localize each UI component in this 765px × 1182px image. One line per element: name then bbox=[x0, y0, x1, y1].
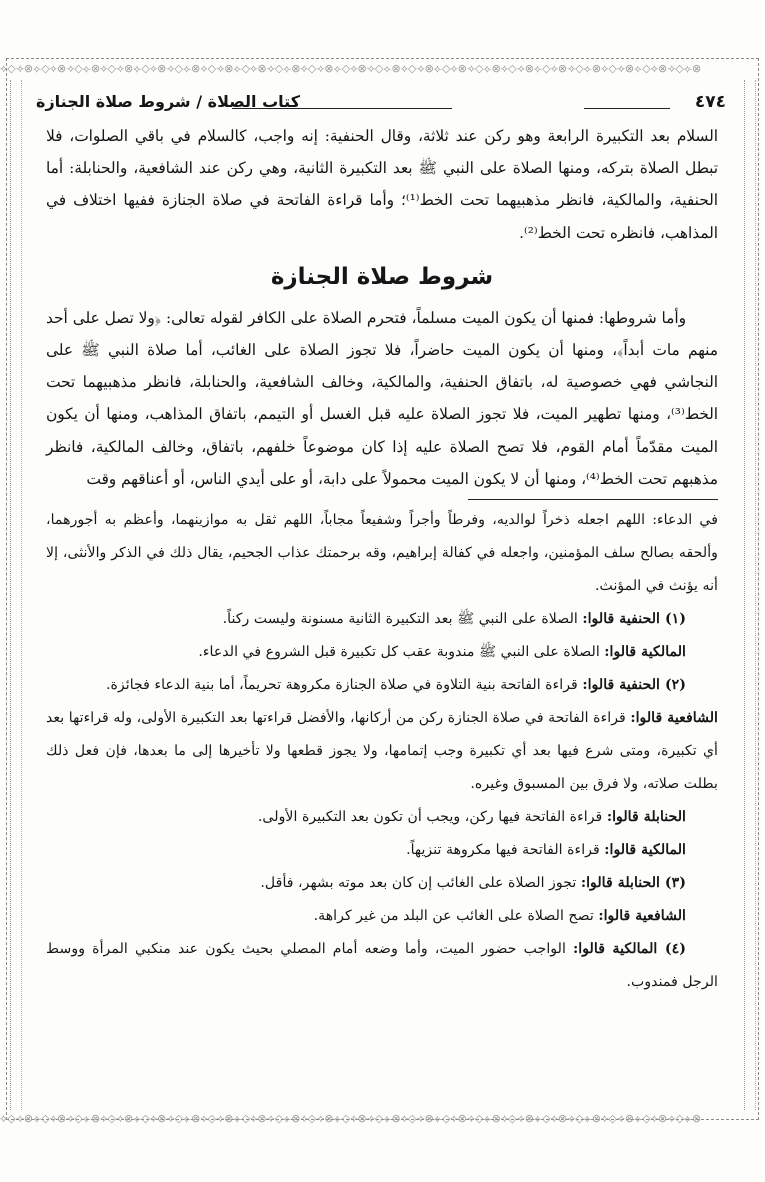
footnote-3-shafii bbox=[46, 900, 718, 933]
footnote-divider bbox=[468, 499, 718, 500]
footnote-label: (٣) الحنابلة قالوا: bbox=[580, 875, 686, 892]
bottom-ornament: ⟡◇⟢⊗⟣◇⟡⊗⟢◇⟣⊗⟡◇⟢⊗⟣◇⟡⊗⟢◇⟣⊗⟡◇⟢⊗⟣◇⟡⊗⟢◇⟣⊗⟡◇⟢⊗⟣◇⟡⊗⟢◇⟣⊗⟡◇⟢⊗⟣◇⟡⊗⟢◇⟣⊗⟡◇⟢⊗⟣◇⟡⊗⟢◇⟣⊗⟡◇⟢⊗⟣◇⟡⊗⟢◇⟣⊗ bbox=[0, 1112, 702, 1125]
main-paragraph: وأما شروطها: فمنها أن يكون الميت مسلماً، فتحرم الصلاة على الكافر لقوله تعالى: ﴿ولا تصل على أحد منهم مات أبداً﴾، ومنها أن يكون الميت حاضراً، فلا تجوز الصلاة على الغائب، أما صلاة النبي ﷺ على النجاشي فهي خصوصية له، باتفاق الحنفية، والمالكية، وخالف الشافعية، والحنابلة، فانظر مذهبيهما تحت الخط⁽³⁾، ومنها تطهير الميت، فلا تجوز الصلاة عليه قبل الغسل أو التيمم، باتفاق المذاهب، ومنها أن يكون الميت مقدّماً أمام القوم، فلا تصح الصلاة عليه إذا كان موضوعاً خلفهم، باتفاق، وخالف المالكية، فانظر مذهبهم تحت الخط⁽⁴⁾، ومنها أن لا يكون الميت محمولاً على دابة، أو على أيدي الناس، أو أعناقهم وقت bbox=[46, 308, 718, 488]
footnote-1-hanafi bbox=[46, 603, 718, 636]
footnote-1-maliki bbox=[46, 636, 718, 669]
page-number: ٤٧٤ bbox=[694, 92, 726, 112]
section-title: شروط صلاة الجنازة bbox=[270, 263, 494, 290]
footnote-2-shafii bbox=[46, 702, 718, 801]
footnote-2-hanbali bbox=[46, 801, 718, 834]
footnote-label: (١) الحنفية قالوا: bbox=[582, 611, 686, 628]
footnote-text: قراءة الفاتحة في صلاة الجنازة ركن من أركانها، والأفضل قراءتها بعد التكبيرة الأولى، وله قراءتها بعد أي تكبيرة، ومتى شرع فيها بعد أي تكبيرة وجب إتمامها، ولا يجوز قطعها ولا تأخيرها إلى ما بعدها، فإن فعل ذلك بطلت صلاته، ولا فرق بين المسبوق وغيره. bbox=[46, 710, 718, 793]
footnote-2-hanafi bbox=[46, 669, 718, 702]
page-header bbox=[36, 90, 726, 118]
left-ornament bbox=[10, 80, 22, 1110]
footnote-label: الحنابلة قالوا: bbox=[606, 809, 686, 826]
footnote-label: الشافعية قالوا: bbox=[598, 908, 686, 925]
footnote-text: تصح الصلاة على الغائب عن البلد من غير كراهة. bbox=[313, 908, 594, 925]
footnote-label: الشافعية قالوا: bbox=[630, 710, 718, 727]
footnote-text: الصلاة على النبي ﷺ مندوبة عقب كل تكبيرة قبل الشروع في الدعاء. bbox=[198, 644, 600, 661]
footnote-text: الصلاة على النبي ﷺ بعد التكبيرة الثانية مسنونة وليست ركناً. bbox=[222, 611, 578, 628]
footnote-text: قراءة الفاتحة بنية التلاوة في صلاة الجنازة مكروهة تحريماً، أما بنية الدعاء فجائزة. bbox=[105, 677, 578, 694]
footnote-text: الواجب حضور الميت، وأما وضعه أمام المصلي بحيث يكون عند منكبي المرأة ووسط الرجل فمندوب. bbox=[46, 941, 718, 991]
footnote-label: المالكية قالوا: bbox=[604, 842, 686, 859]
header-rule bbox=[584, 108, 670, 109]
running-title: كتاب الصلاة / شروط صلاة الجنازة bbox=[36, 92, 300, 111]
footnote-text: قراءة الفاتحة فيها مكروهة تنزيهاً. bbox=[406, 842, 600, 859]
footnote-text: قراءة الفاتحة فيها ركن، ويجب أن تكون بعد التكبيرة الأولى. bbox=[257, 809, 603, 826]
top-ornament: ⟡◇⟢⊗⟣◇⟡⊗⟢◇⟣⊗⟡◇⟢⊗⟣◇⟡⊗⟢◇⟣⊗⟡◇⟢⊗⟣◇⟡⊗⟢◇⟣⊗⟡◇⟢⊗⟣◇⟡⊗⟢◇⟣⊗⟡◇⟢⊗⟣◇⟡⊗⟢◇⟣⊗⟡◇⟢⊗⟣◇⟡⊗⟢◇⟣⊗⟡◇⟢⊗⟣◇⟡⊗⟢◇⟣⊗ bbox=[0, 62, 702, 75]
page-content bbox=[46, 120, 718, 999]
footnote-label: (٤) المالكية قالوا: bbox=[573, 941, 686, 958]
footnote-carryover: في الدعاء: اللهم اجعله ذخراً لوالديه، وفرطاً وأجراً وشفيعاً مجاباً، اللهم ثقل به موازينهما، وأعظم به أجورهما، وألحقه بصالح سلف المؤمنين، واجعله في كفالة إبراهيم، وقه برحمتك عذاب الجحيم، يقال ذلك في الذكر والأنثى، إلا أنه يؤنث في المؤنث. bbox=[46, 512, 718, 595]
footnote-label: (٢) الحنفية قالوا: bbox=[582, 677, 686, 694]
intro-paragraph: السلام بعد التكبيرة الرابعة وهو ركن عند ثلاثة، وقال الحنفية: إنه واجب، كالسلام في باقي الصلوات، فلا تبطل الصلاة بتركه، ومنها الصلاة على النبي ﷺ بعد التكبيرة الثانية، وهي ركن عند الشافعية، والحنابلة: أما الحنفية، والمالكية، فانظر مذهبيهما تحت الخط⁽¹⁾؛ وأما قراءة الفاتحة في صلاة الجنازة ففيها اختلاف في المذاهب، فانظره تحت الخط⁽²⁾. bbox=[46, 127, 718, 242]
right-ornament bbox=[744, 80, 756, 1110]
footnote-4-maliki bbox=[46, 933, 718, 999]
footnote-label: المالكية قالوا: bbox=[604, 644, 686, 661]
footnote-2-maliki bbox=[46, 834, 718, 867]
footnote-3-hanbali bbox=[46, 867, 718, 900]
footnote-text: تجوز الصلاة على الغائب إن كان بعد موته بشهر، فأقل. bbox=[260, 875, 577, 892]
